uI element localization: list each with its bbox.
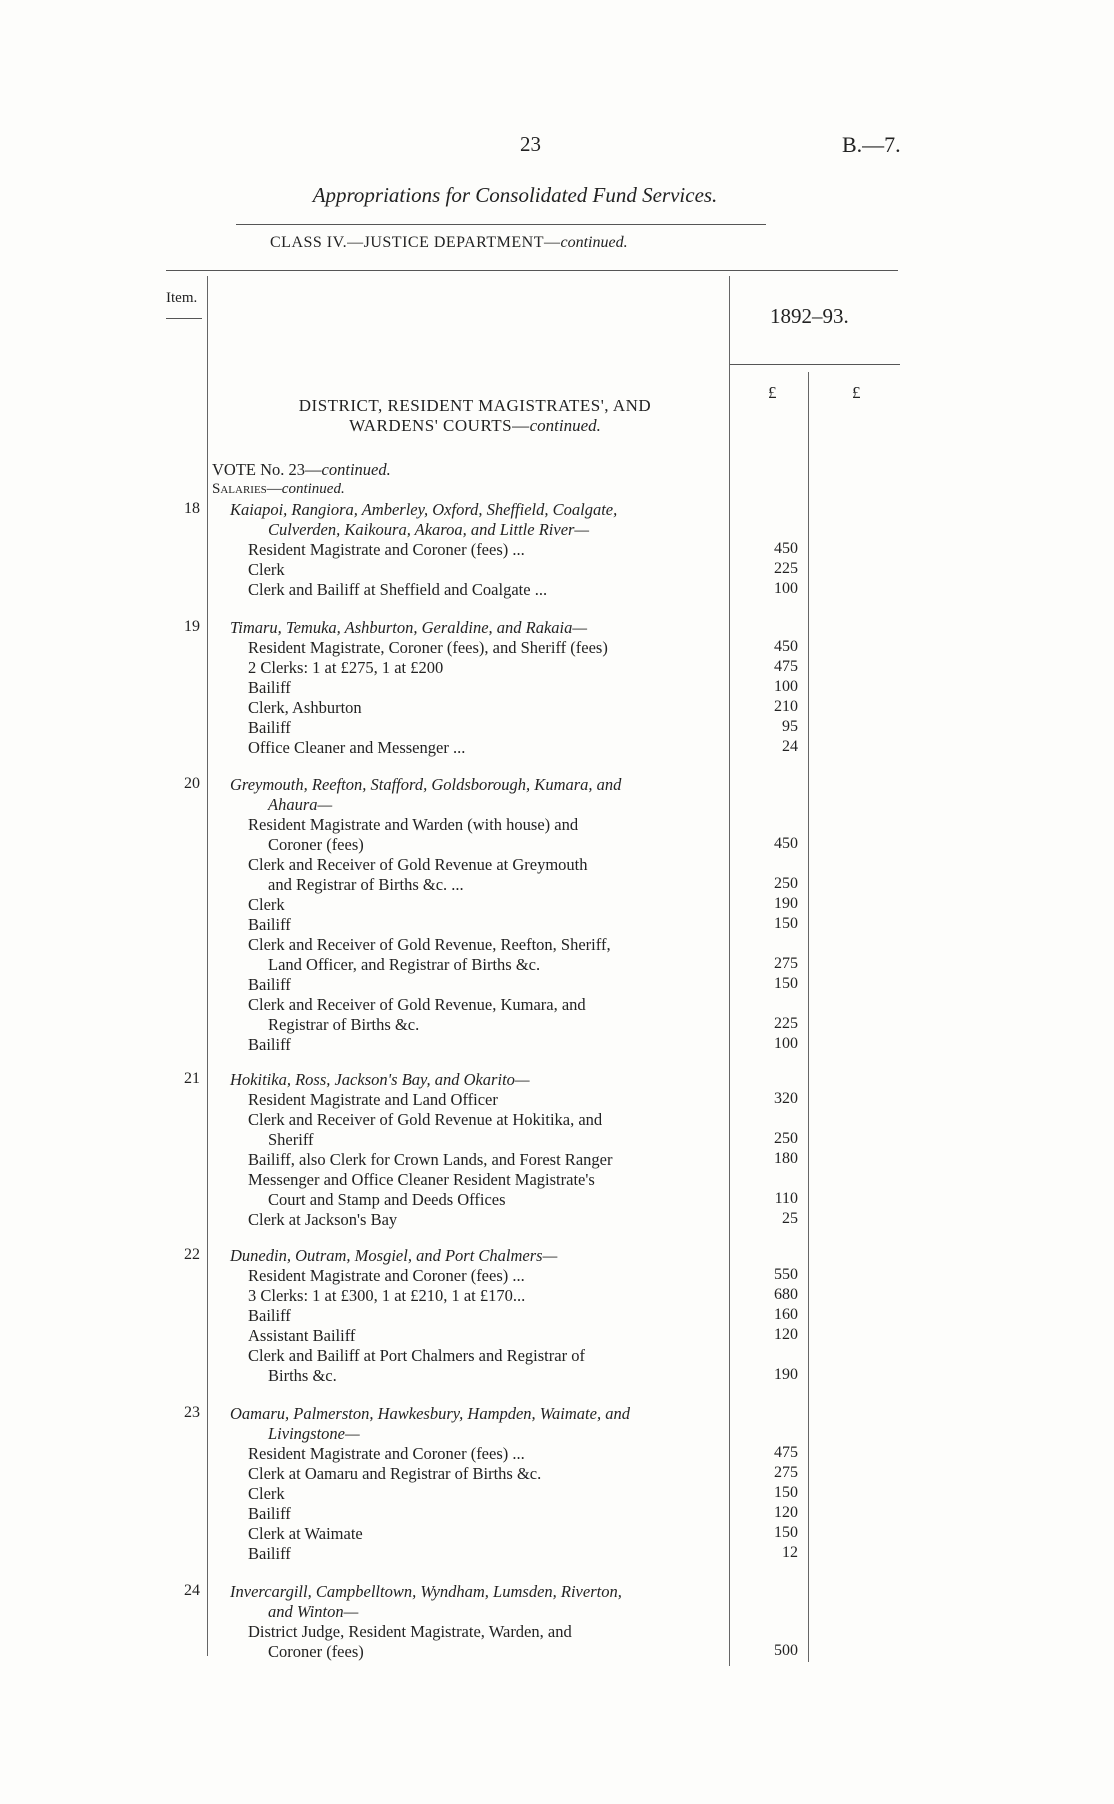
item-number: 22 <box>184 1246 200 1263</box>
item-number: 21 <box>184 1070 200 1087</box>
entry-amount: 100 <box>774 580 798 597</box>
entry-description: Clerk <box>248 560 285 579</box>
item-number: 24 <box>184 1582 200 1599</box>
entry-description: 3 Clerks: 1 at £300, 1 at £210, 1 at £170... <box>248 1286 526 1305</box>
item-number: 23 <box>184 1404 200 1421</box>
table-top-rule <box>166 270 898 271</box>
salaries-heading: Salaries—continued. <box>212 481 345 497</box>
entry-amount: 275 <box>774 955 798 972</box>
entry-description-continued: Court and Stamp and Deeds Offices <box>268 1190 506 1209</box>
entry-description: Clerk, Ashburton <box>248 698 362 717</box>
entry-description-continued: Sheriff <box>268 1130 314 1149</box>
entry-amount: 210 <box>774 698 798 715</box>
entry-amount: 12 <box>782 1544 798 1561</box>
entry-description: Clerk and Receiver of Gold Revenue at Hokitika, and <box>248 1110 603 1129</box>
entry-amount: 250 <box>774 875 798 892</box>
entry-description: Clerk and Bailiff at Sheffield and Coalgate ... <box>248 580 548 599</box>
entry-description-continued: Coroner (fees) <box>268 835 364 854</box>
column-divider-middle <box>729 276 730 1666</box>
entry-description: Resident Magistrate and Coroner (fees) ... <box>248 1444 525 1463</box>
entry-amount: 450 <box>774 540 798 557</box>
currency-label-2: £ <box>852 383 861 402</box>
entry-description: Clerk at Oamaru and Registrar of Births &c. <box>248 1464 542 1483</box>
entry-description: Office Cleaner and Messenger ... <box>248 738 466 757</box>
entry-description: 2 Clerks: 1 at £275, 1 at £200 <box>248 658 444 677</box>
class-heading: CLASS IV.—JUSTICE DEPARTMENT—continued. <box>270 234 628 251</box>
entry-description: Bailiff <box>248 1035 291 1054</box>
item-number: 19 <box>184 618 200 635</box>
entry-description: Bailiff <box>248 1544 291 1563</box>
entry-description: Bailiff <box>248 975 291 994</box>
entry-amount: 190 <box>774 1366 798 1383</box>
entry-description: District Judge, Resident Magistrate, Warden, and <box>248 1622 572 1641</box>
entry-amount: 160 <box>774 1306 798 1323</box>
entry-amount: 450 <box>774 638 798 655</box>
item-place-heading: Livingstone— <box>268 1424 360 1443</box>
item-number: 18 <box>184 500 200 517</box>
entry-description-continued: Coroner (fees) <box>268 1642 364 1661</box>
year-header-rule <box>730 364 900 365</box>
title-rule <box>236 224 766 225</box>
vote-heading: VOTE No. 23—continued. <box>212 460 391 479</box>
item-place-heading: Greymouth, Reefton, Stafford, Goldsborough, Kumara, and <box>230 775 622 794</box>
entry-amount: 475 <box>774 1444 798 1461</box>
entry-amount: 110 <box>774 1190 798 1207</box>
entry-description: Bailiff <box>248 678 291 697</box>
entry-amount: 150 <box>774 1484 798 1501</box>
column-divider-right <box>808 372 809 1662</box>
entry-amount: 120 <box>774 1326 798 1343</box>
entry-description-continued: Births &c. <box>268 1366 337 1385</box>
entry-amount: 100 <box>774 678 798 695</box>
page-title: Appropriations for Consolidated Fund Services. <box>312 183 718 207</box>
entry-amount: 190 <box>774 895 798 912</box>
item-place-heading: Hokitika, Ross, Jackson's Bay, and Okarito— <box>230 1070 530 1089</box>
item-place-heading: Invercargill, Campbelltown, Wyndham, Lumsden, Riverton, <box>230 1582 622 1601</box>
entry-description: Resident Magistrate and Coroner (fees) ... <box>248 1266 525 1285</box>
section-heading: DISTRICT, RESIDENT MAGISTRATES', AND WARDENS' COURTS—continued. <box>298 396 652 435</box>
entry-amount: 320 <box>774 1090 798 1107</box>
entry-amount: 95 <box>782 718 798 735</box>
entry-amount: 120 <box>774 1504 798 1521</box>
item-header-rule <box>166 318 202 319</box>
entry-description-continued: Registrar of Births &c. <box>268 1015 420 1034</box>
entry-description: Bailiff <box>248 718 291 737</box>
entry-description: Resident Magistrate and Warden (with house) and <box>248 815 579 834</box>
entry-amount: 225 <box>774 1015 798 1032</box>
entry-amount: 24 <box>782 738 798 755</box>
entry-description: Resident Magistrate and Land Officer <box>248 1090 498 1109</box>
entry-description: Resident Magistrate, Coroner (fees), and Sheriff (fees) <box>248 638 608 657</box>
item-place-heading: Oamaru, Palmerston, Hawkesbury, Hampden, Waimate, and <box>230 1404 630 1423</box>
entry-description: Bailiff <box>248 1306 291 1325</box>
entry-description: Messenger and Office Cleaner Resident Magistrate's <box>248 1170 595 1189</box>
entry-amount: 475 <box>774 658 798 675</box>
entry-description: Clerk and Bailiff at Port Chalmers and Registrar of <box>248 1346 585 1365</box>
entry-amount: 680 <box>774 1286 798 1303</box>
item-number: 20 <box>184 775 200 792</box>
entry-amount: 275 <box>774 1464 798 1481</box>
entry-description: Clerk at Jackson's Bay <box>248 1210 398 1229</box>
item-place-heading: and Winton— <box>268 1602 359 1621</box>
entry-description: Clerk <box>248 1484 285 1503</box>
entry-description: Clerk <box>248 895 285 914</box>
item-place-heading: Culverden, Kaikoura, Akaroa, and Little River— <box>268 520 590 539</box>
entry-amount: 100 <box>774 1035 798 1052</box>
entry-amount: 250 <box>774 1130 798 1147</box>
entry-amount: 180 <box>774 1150 798 1167</box>
document-reference: B.—7. <box>842 132 901 157</box>
entry-description: Clerk and Receiver of Gold Revenue, Reefton, Sheriff, <box>248 935 611 954</box>
item-column-header: Item. <box>166 290 198 306</box>
year-column-header: 1892–93. <box>770 304 849 328</box>
entry-amount: 450 <box>774 835 798 852</box>
entry-description-continued: and Registrar of Births &c. ... <box>268 875 464 894</box>
entry-amount: 550 <box>774 1266 798 1283</box>
entry-description: Clerk and Receiver of Gold Revenue, Kumara, and <box>248 995 586 1014</box>
column-divider-left <box>207 276 208 1656</box>
entry-amount: 25 <box>782 1210 798 1227</box>
entry-description-continued: Land Officer, and Registrar of Births &c. <box>268 955 541 974</box>
entry-description: Assistant Bailiff <box>248 1326 356 1345</box>
item-place-heading: Dunedin, Outram, Mosgiel, and Port Chalmers— <box>230 1246 558 1265</box>
entry-description: Bailiff, also Clerk for Crown Lands, and Forest Ranger <box>248 1150 613 1169</box>
entry-amount: 150 <box>774 1524 798 1541</box>
entry-amount: 150 <box>774 975 798 992</box>
entry-amount: 150 <box>774 915 798 932</box>
currency-label-1: £ <box>768 383 777 402</box>
item-place-heading: Timaru, Temuka, Ashburton, Geraldine, and Rakaia— <box>230 618 588 637</box>
entry-description: Bailiff <box>248 915 291 934</box>
entry-description: Clerk and Receiver of Gold Revenue at Greymouth <box>248 855 588 874</box>
item-place-heading: Ahaura— <box>268 795 333 814</box>
entry-amount: 500 <box>774 1642 798 1659</box>
entry-amount: 225 <box>774 560 798 577</box>
entry-description: Clerk at Waimate <box>248 1524 363 1543</box>
item-place-heading: Kaiapoi, Rangiora, Amberley, Oxford, Sheffield, Coalgate, <box>230 500 618 519</box>
page-number: 23 <box>520 132 541 156</box>
entry-description: Resident Magistrate and Coroner (fees) ... <box>248 540 525 559</box>
entry-description: Bailiff <box>248 1504 291 1523</box>
